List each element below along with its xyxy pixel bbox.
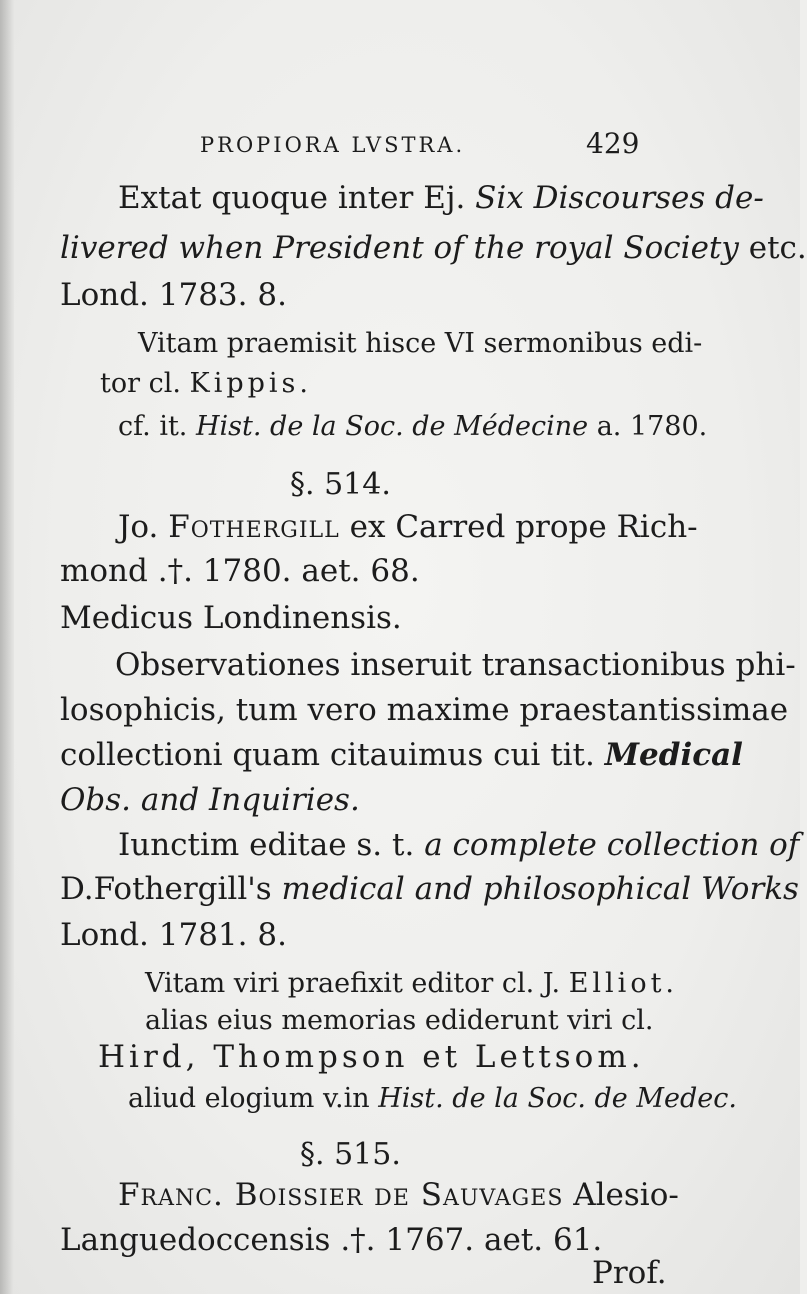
page-number: 429 (586, 127, 640, 160)
text-line: Obs. and Inquiries. (60, 782, 360, 818)
page-edge-shadow (0, 0, 14, 1294)
text-roman: cf. it. (118, 411, 188, 442)
author-name: Franc. Boissier de Sauvages (118, 1177, 564, 1213)
text-line: mond .†. 1780. aet. 68. (60, 553, 420, 589)
running-header-title: PROPIORA LVSTRA. (200, 133, 466, 157)
text-roman: Alesio- (573, 1177, 679, 1213)
text-roman: Extat quoque inter Ej. (118, 180, 466, 216)
text-line: Medicus Londinensis. (60, 600, 402, 636)
text-roman: a. 1780. (596, 411, 708, 442)
text-italic: Six Discourses de- (475, 180, 764, 216)
text-roman: tor cl. (100, 368, 181, 399)
text-italic: Medical (604, 737, 743, 773)
text-italic: Hist. de la Soc. de Medec. (378, 1083, 737, 1114)
note-line (128, 1085, 737, 1112)
text-line: Languedoccensis .†. 1767. aet. 61. (60, 1222, 603, 1258)
spaced-name: Elliot. (568, 968, 679, 999)
text-roman: Vitam viri praefixit editor cl. J. (145, 968, 561, 999)
spaced-name: Kippis. (189, 368, 312, 399)
text-line (118, 180, 764, 216)
text-line (60, 737, 743, 773)
author-name: Fothergill (168, 509, 340, 545)
text-line: Observationes inseruit transactionibus phi- (115, 647, 796, 683)
note-line: alias eius memorias ediderunt viri cl. (145, 1005, 654, 1036)
catchword: Prof. (592, 1255, 667, 1291)
text-roman: etc. (748, 230, 807, 266)
section-heading: §. 514. (290, 467, 391, 502)
text-roman: D.Fothergill's (60, 871, 272, 907)
text-roman: aliud elogium v.in (128, 1083, 370, 1114)
text-italic: a complete collection of (424, 827, 800, 863)
text-line (60, 871, 799, 907)
note-line: Hird, Thompson et Lettsom. (98, 1039, 645, 1075)
text-line (60, 230, 807, 266)
note-line: Vitam praemisit hisce VI sermonibus edi- (138, 328, 703, 359)
text-roman: collectioni quam citauimus cui tit. (60, 737, 595, 773)
text-roman: ex Carred prope Rich- (349, 509, 698, 545)
text-italic: livered when President of the royal Society (60, 230, 739, 266)
text-line (118, 509, 698, 545)
text-italic: medical and philosophical Works (281, 871, 799, 907)
text-line: Lond. 1783. 8. (60, 277, 287, 313)
note-line (100, 370, 312, 397)
section-heading: §. 515. (300, 1137, 401, 1172)
text-italic: Hist. de la Soc. de Médecine (195, 411, 589, 442)
text-roman: Jo. (118, 509, 159, 545)
text-line (118, 1177, 679, 1213)
text-roman: Iunctim editae s. t. (118, 827, 415, 863)
note-line (118, 413, 707, 440)
text-line (118, 827, 800, 863)
text-line: Lond. 1781. 8. (60, 917, 287, 953)
text-line: losophicis, tum vero maxime praestantissimae (60, 692, 789, 728)
note-line (145, 970, 678, 997)
